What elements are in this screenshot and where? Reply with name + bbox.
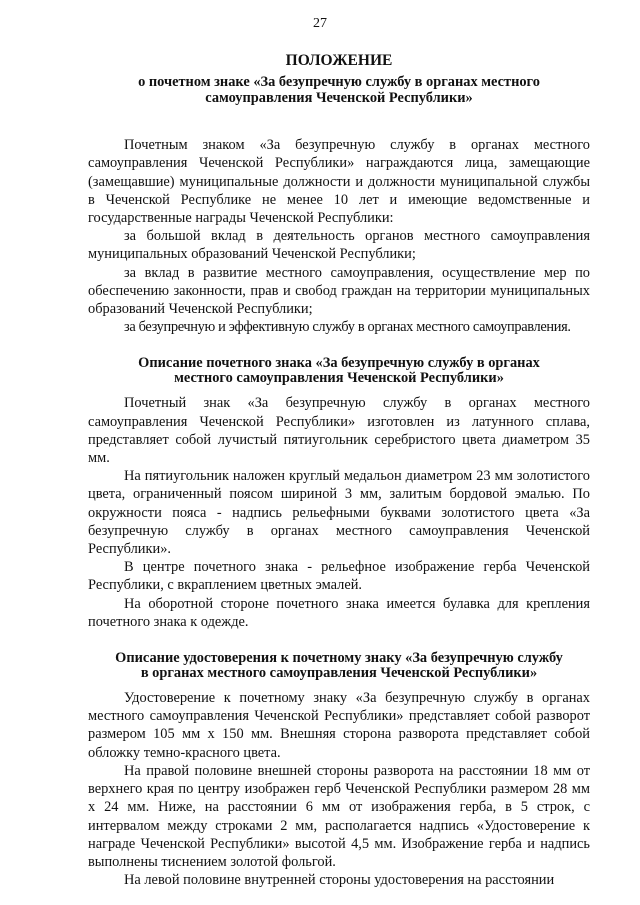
badge-description-heading <box>88 356 590 386</box>
document-title: ПОЛОЖЕНИЕ <box>285 52 393 69</box>
certificate-description-heading <box>88 651 590 681</box>
badge-paragraph: Почетный знак «За безупречную службу в органах местного самоуправления Чеченской Республики» изготовлен из латунного сплава, представляет собой лучистый пятиугольник серебристого цвета диаметром 35 мм. <box>88 395 590 467</box>
document-body <box>88 52 590 889</box>
document-subtitle <box>88 74 590 106</box>
certificate-description-section <box>88 689 590 889</box>
heading-line: Описание почетного знака «За безупречную службу в органах <box>138 355 540 372</box>
heading-line: местного самоуправления Чеченской Республики» <box>174 370 504 387</box>
subtitle-line: о почетном знаке «За безупречную службу в органах местного <box>138 74 540 91</box>
badge-paragraph: В центре почетного знака - рельефное изображение герба Чеченской Республики, с вкраплением цветных эмалей. <box>88 559 590 594</box>
award-criterion: за вклад в развитие местного самоуправления, осуществление мер по обеспечению законности, прав и свобод граждан на территории муниципальных образований Чеченской Республики; <box>88 264 590 318</box>
award-criterion: за большой вклад в деятельность органов местного самоуправления муниципальных образований Чеченской Республики; <box>88 228 590 263</box>
heading-line: в органах местного самоуправления Чеченской Республики» <box>140 665 538 682</box>
heading-line: Описание удостоверения к почетному знаку «За безупречную службу <box>115 650 563 667</box>
subtitle-line: самоуправления Чеченской Республики» <box>205 90 473 107</box>
intro-paragraph: Почетным знаком «За безупречную службу в органах местного самоуправления Чеченской Республики» награждаются лица, замещающие (замещавшие) муниципальные должности и должности муниципальной службы в Чеченской Республике не менее 10 лет и имеющие ведомственные и государственные награды Чеченской Республики: <box>88 137 590 227</box>
intro-section <box>88 136 590 336</box>
certificate-paragraph: На правой половине внешней стороны разворота на расстоянии 18 мм от верхнего края по центру изображен герб Чеченской Республики размером 28 мм х 24 мм. Ниже, на расстоянии 6 мм от изображения герба, в 5 строк, с интервалом между строками 2 мм, располагается надпись «Удостоверение к награде Чеченской Республики» высотой 4,5 мм. Изображение герба и надпись выполнены тиснением золотой фольгой. <box>88 762 590 870</box>
badge-paragraph: На оборотной стороне почетного знака имеется булавка для крепления почетного знака к одежде. <box>88 595 590 630</box>
page-number: 27 <box>313 16 327 31</box>
certificate-paragraph: На левой половине внутренней стороны удостоверения на расстоянии <box>124 872 555 889</box>
badge-description-section <box>88 394 590 631</box>
certificate-paragraph: Удостоверение к почетному знаку «За безупречную службу в органах местного самоуправления Чеченской Республики» представляет собой разворот размером 105 мм х 150 мм. Внешняя сторона разворота представляет собой обложку темно-красного цвета. <box>88 690 590 761</box>
badge-paragraph: На пятиугольник наложен круглый медальон диаметром 23 мм золотистого цвета, ограниченный поясом шириной 3 мм, залитым бордовой эмалью. По окружности пояса - надпись рельефными буквами золотистого цвета «За безупречную службу в органах местного самоуправления Чеченской Республики». <box>88 468 590 558</box>
award-criterion: за безупречную и эффективную службу в органах местного самоуправления. <box>124 319 571 336</box>
